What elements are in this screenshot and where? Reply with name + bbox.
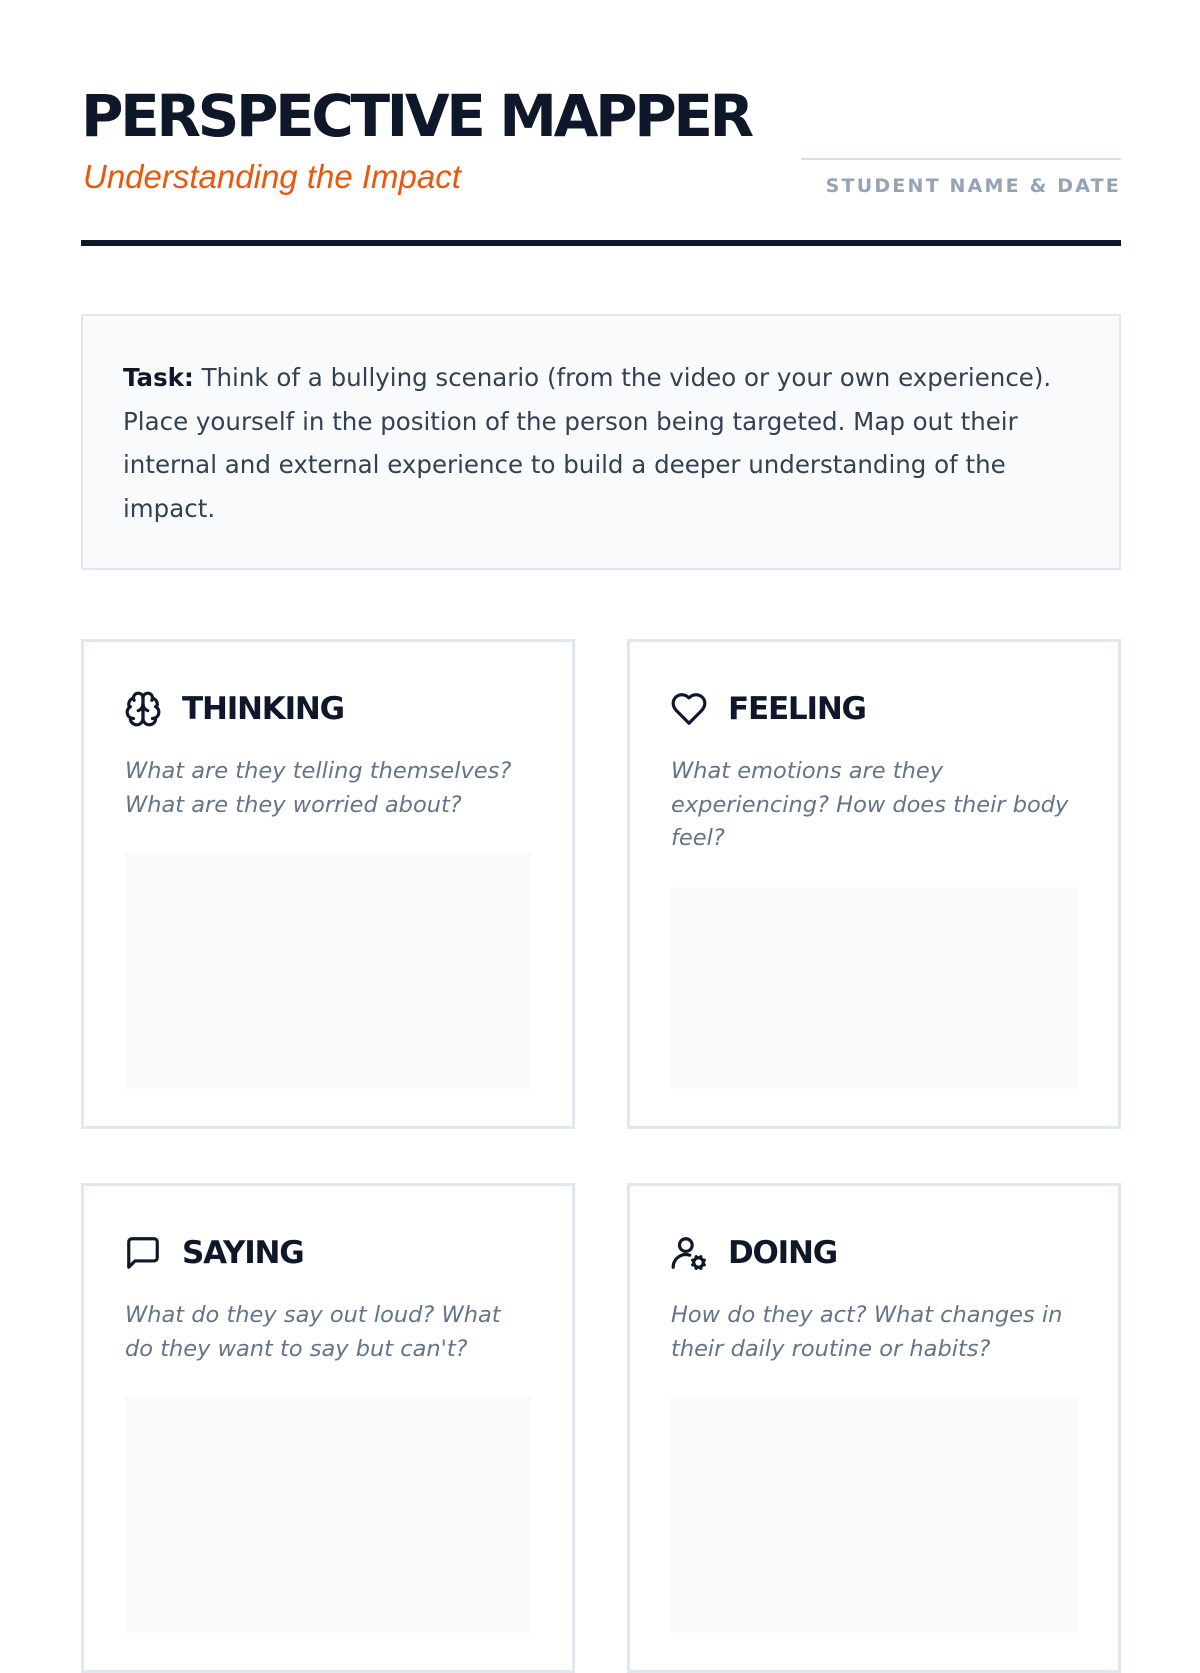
student-name-line[interactable] [801, 158, 1121, 160]
page-title: PERSPECTIVE MAPPER [81, 82, 751, 150]
worksheet-header [81, 0, 1121, 246]
thinking-card [81, 639, 575, 1129]
thinking-card-prompt: What are they telling themselves? What are they worried about? [125, 758, 512, 818]
person-gear-icon [670, 1234, 708, 1272]
page-subtitle: Understanding the Impact [83, 158, 461, 195]
task-box [81, 314, 1121, 570]
saying-writing-area[interactable] [125, 1397, 531, 1633]
thinking-writing-area[interactable] [125, 853, 531, 1089]
saying-card-prompt: What do they say out loud? What do they want to say but can't? [125, 1302, 501, 1362]
student-name-label: STUDENT NAME & DATE [825, 175, 1121, 197]
doing-card-prompt: How do they act? What changes in their daily routine or habits? [671, 1302, 1063, 1362]
task-instructions [123, 356, 1079, 530]
thinking-card-header [124, 687, 344, 731]
doing-card-header [670, 1231, 837, 1275]
feeling-card-title: FEELING [728, 691, 866, 727]
feeling-card-header [670, 687, 866, 731]
feeling-card [627, 639, 1121, 1129]
task-text: Think of a bullying scenario (from the video or your own experience). Place yourself in the position of the person being targeted. Map out their internal and external experience to build a deeper understanding of the impact. [123, 363, 1052, 523]
feeling-writing-area[interactable] [671, 887, 1077, 1089]
doing-writing-area[interactable] [671, 1397, 1077, 1633]
doing-card-title: DOING [728, 1235, 838, 1271]
feeling-card-prompt: What emotions are they experiencing? How does their body feel? [671, 758, 1069, 851]
worksheet-page [81, 0, 1121, 1362]
thinking-card-title: THINKING [182, 691, 344, 727]
saying-card-header [124, 1231, 304, 1275]
brain-icon [124, 690, 162, 728]
saying-card-title: SAYING [182, 1235, 304, 1271]
speech-bubble-icon [124, 1234, 162, 1272]
header-divider [81, 240, 1121, 246]
task-label: Task: [123, 363, 194, 392]
heart-icon [670, 690, 708, 728]
